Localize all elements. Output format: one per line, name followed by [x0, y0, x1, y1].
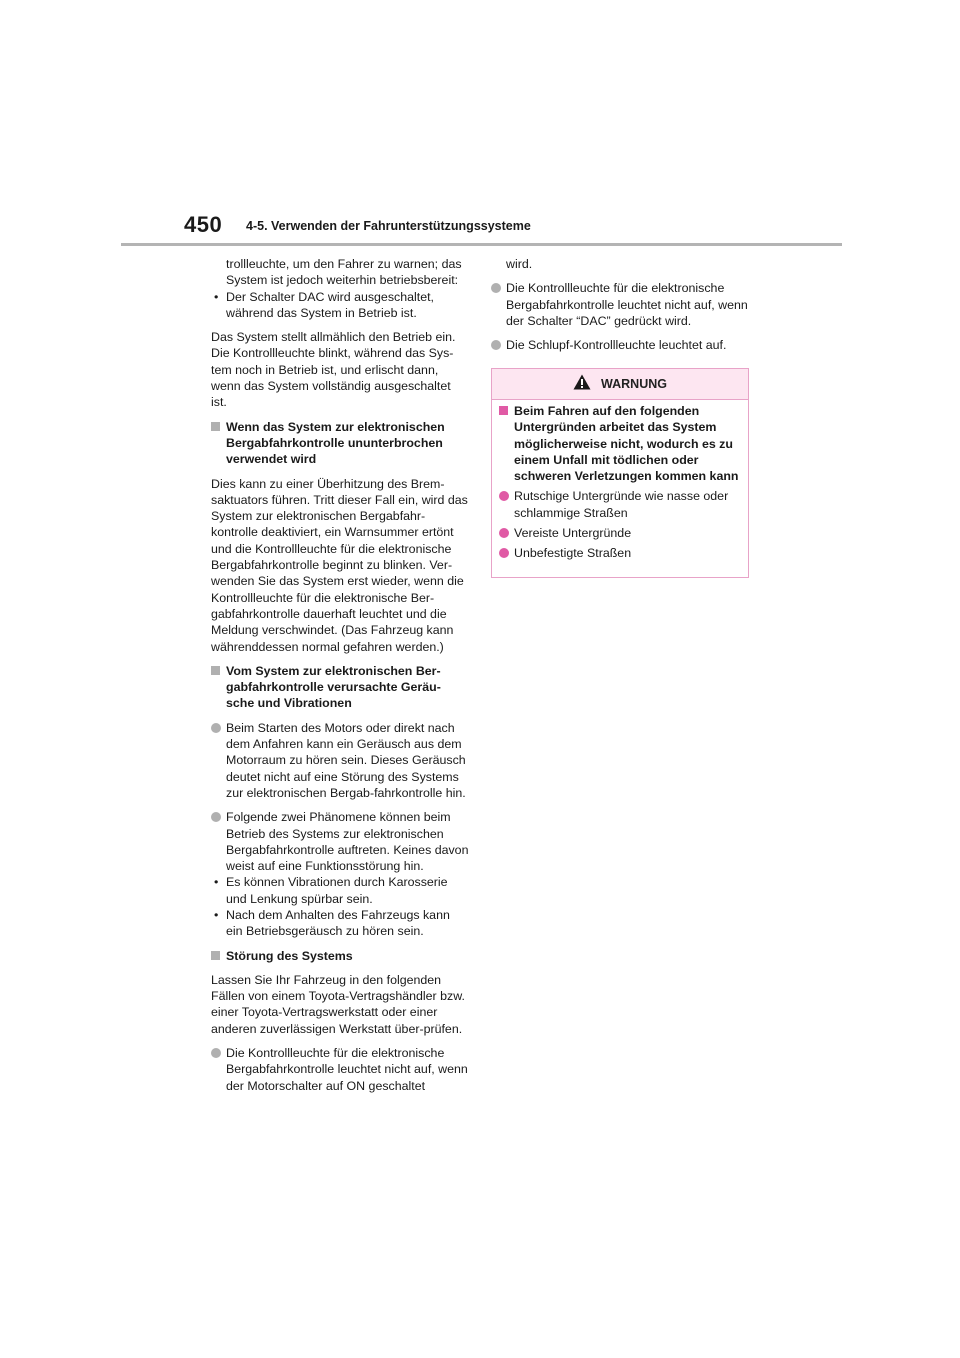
sub-list-item: • Es können Vibrationen durch Karosserie und Lenkung spürbar sein.: [211, 874, 469, 907]
warning-box: [491, 368, 749, 578]
list-item: [211, 720, 469, 801]
list-item: • Der Schalter DAC wird ausgeschaltet, während das System in Betrieb ist.: [211, 289, 469, 322]
sub-list-item: • Nach dem Anhalten des Fahrzeugs kann ein Betriebsgeräusch zu hören sein.: [211, 907, 469, 940]
paragraph: Das System stellt allmählich den Betrieb ein. Die Kontrollleuchte blinkt, während das Sys-tem noch in Betrieb ist, und erlischt dann, wenn das System vollständig ausgeschaltet ist.: [211, 330, 456, 410]
list-item-text: Beim Starten des Motors oder direkt nach dem Anfahren kann ein Geräusch aus dem Motorraum zu hören sein. Dieses Geräusch deutet nicht auf eine Störung des Systems zur elektronischen Bergab-fahrkontrolle hin.: [226, 720, 466, 800]
list-item: [491, 280, 751, 329]
circle-bullet-icon: [491, 283, 501, 293]
subsection-heading: [211, 419, 469, 468]
subsection-heading: [211, 948, 469, 964]
section-title: 4-5. Verwenden der Fahrunterstützungssysteme: [246, 219, 531, 233]
header-divider: [121, 243, 842, 246]
paragraph: Dies kann zu einer Überhitzung des Brem-saktuators führen. Tritt dieser Fall ein, wird das System zur elektronischen Bergabfahr-kontrolle deaktiviert, ein Warnsummer ertönt und die Kontrollleuchte für die elektronische Bergabfahrkontrolle beginnt zu blinken. Ver-wenden Sie das System erst wieder, wenn die Kontrollleuchte für die elektronische Ber-gabfahrkontrolle dauerhaft leuchtet und die Meldung verschwindet. (Das Fahrzeug kann währenddessen normal gefahren werden.): [211, 476, 468, 654]
left-column: [211, 256, 469, 1102]
continued-paragraph: trollleuchte, um den Fahrer zu warnen; das System ist jedoch weiterhin betriebsbereit:: [226, 257, 462, 288]
circle-bullet-icon: [211, 1048, 221, 1058]
paragraph: Lassen Sie Ihr Fahrzeug in den folgenden Fällen von einem Toyota-Vertragshändler bzw. einer Toyota-Vertragswerkstatt oder einer anderen zuverlässigen Werkstatt über-prüfen.: [211, 972, 465, 1036]
list-item-text: Die Kontrollleuchte für die elektronische Bergabfahrkontrolle leuchtet nicht auf, wenn der Schalter “DAC” gedrückt wird.: [506, 281, 748, 328]
warning-header: [492, 369, 748, 400]
circle-bullet-icon: [211, 723, 221, 733]
warning-list-item: [499, 488, 740, 521]
warning-triangle-icon: [573, 374, 591, 395]
list-item-text: Rutschige Untergründe wie nasse oder schlammige Straßen: [514, 489, 729, 520]
heading-text: Störung des Systems: [226, 948, 353, 963]
circle-bullet-icon: [499, 491, 509, 501]
heading-text: Beim Fahren auf den folgenden Untergründen arbeitet das System möglicherweise nicht, wodurch es zu einem Unfall mit tödlichen oder schweren Verletzungen kommen kann: [514, 404, 739, 484]
continued-paragraph: wird.: [506, 257, 533, 271]
square-bullet-icon: [211, 422, 220, 431]
circle-bullet-icon: [499, 528, 509, 538]
list-item-text: Folgende zwei Phänomene können beim Betrieb des Systems zur elektronischen Bergabfahrkontrolle auftreten. Keines davon weist auf eine Funktionsstörung hin.: [226, 810, 469, 874]
list-item: [211, 1045, 469, 1094]
heading-text: Vom System zur elektronischen Ber-gabfahrkontrolle verursachte Geräu-sche und Vibrationen: [226, 663, 441, 711]
square-bullet-icon: [211, 951, 220, 960]
list-item-text: Die Schlupf-Kontrollleuchte leuchtet auf.: [506, 338, 727, 353]
list-item-text: Unbefestigte Straßen: [514, 546, 632, 561]
list-item-text: Vereiste Untergründe: [514, 526, 632, 541]
circle-bullet-icon: [491, 340, 501, 350]
circle-bullet-icon: [211, 812, 221, 822]
warning-list-item: [499, 525, 740, 541]
page-number: 450: [184, 212, 223, 237]
warning-title: WARNUNG: [601, 377, 667, 391]
list-item-text: Die Kontrollleuchte für die elektronische Bergabfahrkontrolle leuchtet nicht auf, wenn der Motorschalter auf ON geschaltet: [226, 1046, 468, 1093]
circle-bullet-icon: [499, 548, 509, 558]
square-bullet-icon: [211, 666, 220, 675]
list-item: [211, 809, 469, 939]
warning-heading: [499, 403, 740, 484]
warning-body: [492, 400, 748, 562]
page-header: [0, 0, 960, 250]
right-column: [491, 256, 751, 361]
subsection-heading: [211, 663, 469, 712]
heading-text: Wenn das System zur elektronischen Bergabfahrkontrolle ununterbrochen verwendet wird: [226, 419, 445, 467]
list-item: [491, 337, 751, 353]
square-bullet-icon: [499, 406, 508, 415]
warning-list-item: [499, 545, 740, 561]
